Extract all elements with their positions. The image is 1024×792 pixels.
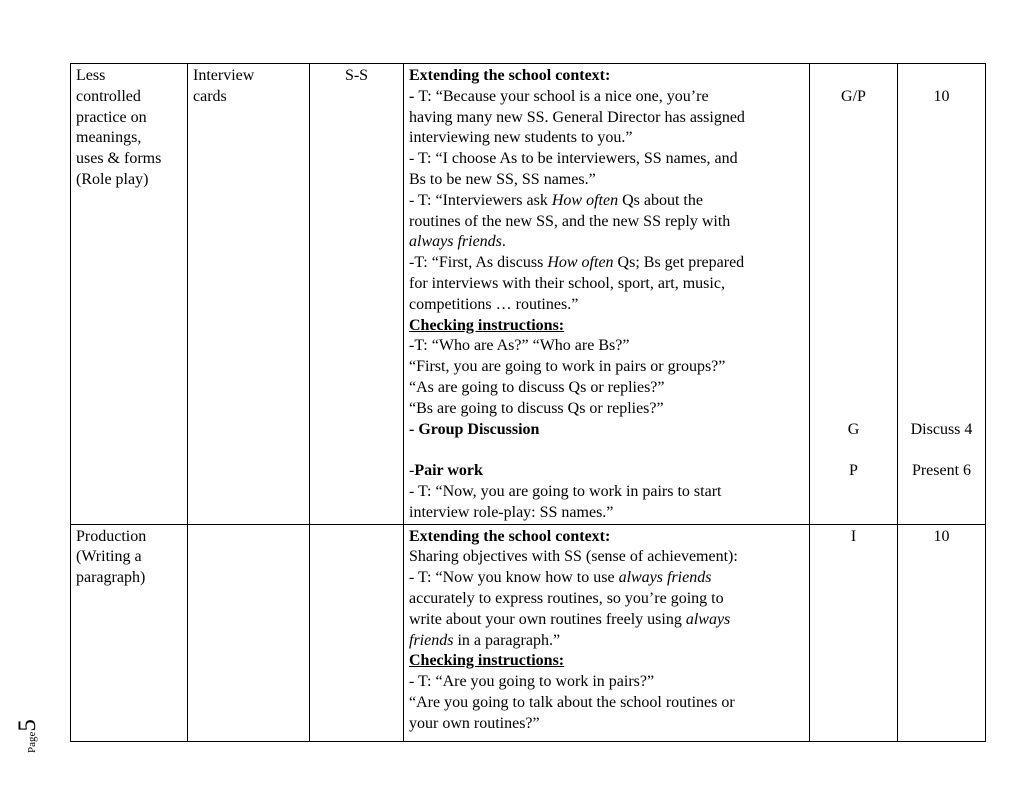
stage-line: (Writing a (76, 548, 142, 566)
page-number-value: 5 (14, 719, 41, 732)
procedure-line: “First, you are going to work in pairs or groups?” (409, 358, 726, 376)
time-cell (898, 524, 986, 741)
aids-line: cards (193, 87, 227, 105)
mode-text: I (850, 527, 857, 545)
procedure-line: write about your own routines freely using always (409, 610, 731, 628)
procedure-line: - T: “I choose As to be interviewers, SS names, and (409, 150, 738, 168)
section-heading: Extending the school context: (409, 527, 611, 545)
procedure-line: “Are you going to talk about the school routines or (409, 693, 735, 711)
aids-cell (188, 64, 310, 525)
interaction-cell (310, 64, 404, 525)
procedure-line: interview role-play: SS names.” (409, 503, 614, 521)
procedure-line: interviewing new students to you.” (409, 129, 633, 147)
aids-cell (188, 524, 310, 741)
procedure-line: - T: “Interviewers ask How often Qs about the (409, 191, 703, 209)
mode-text: P (849, 462, 858, 480)
group-discussion-label: - Group Discussion (409, 420, 540, 438)
stage-line: controlled (76, 87, 141, 105)
checking-heading: Checking instructions: (409, 652, 565, 670)
stage-line: Less (76, 67, 106, 84)
time-cell (898, 64, 986, 525)
mode-text: G/P (841, 87, 866, 105)
procedure-line: competitions … routines.” (409, 295, 579, 313)
stage-cell (71, 524, 188, 741)
section-heading: Extending the school context: (409, 67, 611, 84)
procedure-line: - T: “Now you know how to use always friends (409, 569, 712, 587)
stage-line: practice on (76, 108, 147, 126)
stage-line: (Role play) (76, 170, 149, 188)
procedure-cell (404, 64, 810, 525)
time-text: Discuss 4 (910, 420, 973, 438)
procedure-line: friends in a paragraph.” (409, 631, 561, 649)
time-text: 10 (933, 527, 950, 545)
stage-line: Production (76, 527, 147, 545)
stage-line: paragraph) (76, 569, 146, 587)
procedure-line: - T: “Are you going to work in pairs?” (409, 673, 655, 691)
procedure-line: -T: “First, As discuss How often Qs; Bs get prepared (409, 254, 745, 272)
mode-text: G (847, 420, 860, 438)
stage-cell (71, 64, 188, 525)
procedure-line: your own routines?” (409, 714, 540, 732)
mode-cell (810, 524, 898, 741)
table-row (71, 64, 986, 525)
procedure-line: Bs to be new SS, SS names.” (409, 170, 596, 188)
time-text: 10 (933, 87, 950, 105)
lesson-plan-table (70, 63, 986, 742)
checking-heading: Checking instructions: (409, 316, 565, 334)
procedure-line: - T: “Because your school is a nice one, you’re (409, 87, 709, 105)
page-number (14, 705, 42, 755)
procedure-line: having many new SS. General Director has assigned (409, 108, 745, 126)
procedure-line: “Bs are going to discuss Qs or replies?” (409, 399, 664, 417)
table-row (71, 524, 986, 741)
procedure-line: for interviews with their school, sport, art, music, (409, 274, 725, 292)
stage-line: uses & forms (76, 150, 162, 168)
aids-line: Interview (193, 67, 255, 84)
pair-work-label: Pair work (414, 462, 483, 480)
procedure-line: routines of the new SS, and the new SS reply with (409, 212, 731, 230)
procedure-cell (404, 524, 810, 741)
procedure-line: accurately to express routines, so you’re going to (409, 589, 724, 607)
procedure-line: - T: “Now, you are going to work in pairs to start (409, 482, 722, 500)
pair-work-line: -Pair work (409, 462, 483, 480)
mode-cell (810, 64, 898, 525)
stage-line: meanings, (76, 129, 142, 147)
procedure-line: always friends. (409, 233, 506, 251)
procedure-line: -T: “Who are As?” “Who are Bs?” (409, 337, 630, 355)
interaction-cell (310, 524, 404, 741)
page-label: Page (26, 731, 38, 753)
procedure-line: Sharing objectives with SS (sense of achievement): (409, 548, 738, 566)
procedure-line: “As are going to discuss Qs or replies?” (409, 378, 665, 396)
interaction-text: S-S (344, 67, 369, 84)
time-text: Present 6 (911, 462, 972, 480)
